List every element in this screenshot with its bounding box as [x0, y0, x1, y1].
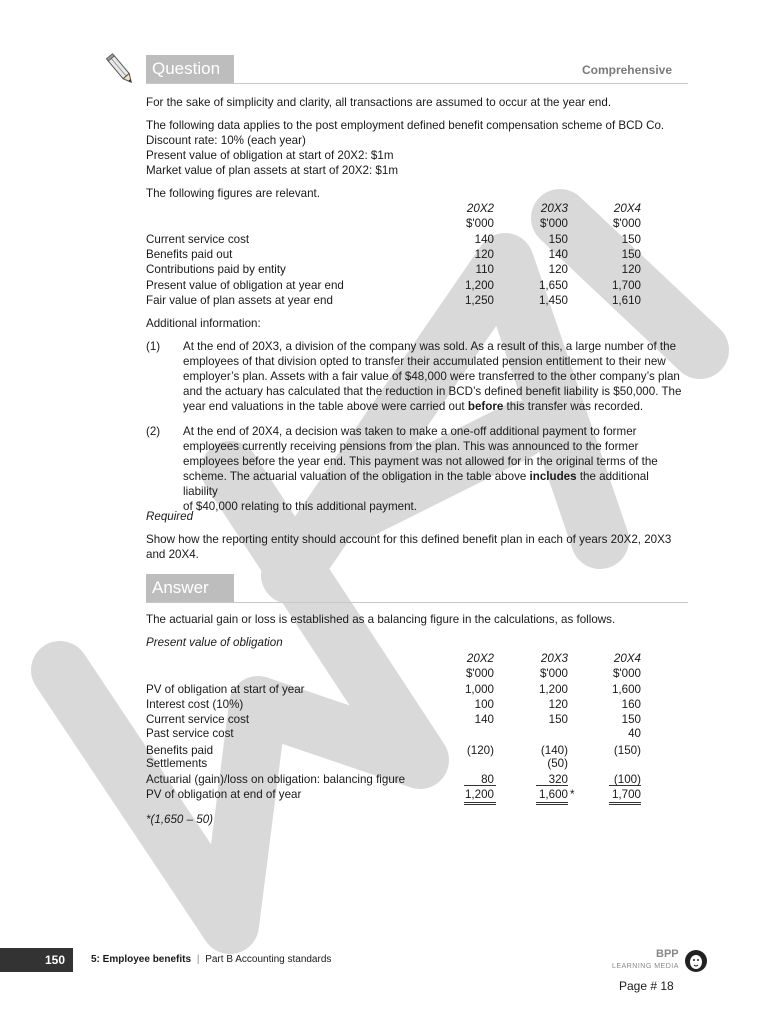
page-number-badge: 150: [0, 948, 73, 972]
table-row: Current service cost 140 150 150: [146, 233, 641, 246]
table-header-years: 20X2 20X3 20X4: [466, 202, 641, 215]
pencil-icon: [104, 52, 138, 88]
total-rule: [464, 802, 496, 805]
answer-intro: The actuarial gain or loss is established as a balancing figure in the calculations, as follows.: [146, 613, 616, 626]
chapter-title: 5: Employee benefits: [91, 954, 192, 965]
table-row: Present value of obligation at year end 1,200 1,650 1,700: [146, 279, 641, 292]
answer-subheading: Present value of obligation: [146, 636, 283, 649]
table-header-units: $'000 $'000 $'000: [465, 667, 641, 680]
table-row: Interest cost (10%) 100 120 160: [146, 698, 641, 711]
data-line: Discount rate: 10% (each year): [146, 134, 306, 147]
bpp-logo: [612, 948, 712, 978]
subtotal-rule: [464, 785, 496, 786]
table-row: Contributions paid by entity 110 120 120: [146, 263, 641, 276]
table-row: Benefits paid out 120 140 150: [146, 248, 641, 261]
table-row: Benefits paid (120) (140) (150): [146, 744, 641, 757]
lion-icon: [684, 948, 708, 976]
table-row-total: PV of obligation at end of year 1,200 1,600 1,700 *: [146, 788, 641, 801]
additional-info-label: Additional information:: [146, 317, 261, 330]
data-line: Market value of plan assets at start of 20X2: $1m: [146, 164, 398, 177]
footnote-star: *: [570, 788, 575, 801]
table-row: PV of obligation at start of year 1,000 1,200 1,600: [146, 683, 641, 696]
question-header: [146, 55, 688, 84]
answer-header: [146, 574, 688, 603]
total-rule: [609, 802, 641, 805]
page-label: Page # 18: [619, 979, 674, 993]
table-row: Actuarial (gain)/loss on obligation: balancing figure 80 320 (100): [146, 773, 641, 786]
data-line: The following data applies to the post employment defined benefit compensation scheme of BCD Co.: [146, 119, 665, 132]
data-line: Present value of obligation at start of 20X2: $1m: [146, 149, 394, 162]
figures-intro: The following figures are relevant.: [146, 187, 320, 200]
table-row: Current service cost 140 150 150: [146, 713, 641, 726]
subtotal-rule: [609, 785, 641, 786]
section-label-answer: Answer: [146, 574, 234, 602]
difficulty-tag: Comprehensive: [581, 63, 672, 77]
subtotal-rule: [536, 785, 568, 786]
table-header-units: $'000 $'000 $'000: [465, 217, 641, 230]
footer-separator: |: [196, 954, 200, 965]
table-row: Settlements (50): [146, 757, 568, 770]
section-label-question: Question: [146, 55, 234, 83]
required-label: Required: [146, 510, 194, 523]
table-row: Fair value of plan assets at year end 1,250 1,450 1,610: [146, 294, 641, 307]
table-row: Past service cost 40: [146, 727, 641, 740]
footnote: *(1,650 – 50): [146, 813, 214, 826]
brand-sub: LEARNING MEDIA: [612, 963, 679, 970]
table-header-years: 20X2 20X3 20X4: [466, 652, 641, 665]
part-title: Part B Accounting standards: [205, 954, 332, 965]
required-text: Show how the reporting entity should account for this defined benefit plan in each of years 20X2, 20X3: [146, 533, 672, 546]
footer-breadcrumb: [91, 954, 331, 965]
total-rule: [536, 802, 568, 805]
brand-name: BPP: [656, 948, 679, 960]
question-intro: For the sake of simplicity and clarity, all transactions are assumed to occur at the year end.: [146, 96, 612, 109]
required-text: and 20X4.: [146, 548, 199, 561]
